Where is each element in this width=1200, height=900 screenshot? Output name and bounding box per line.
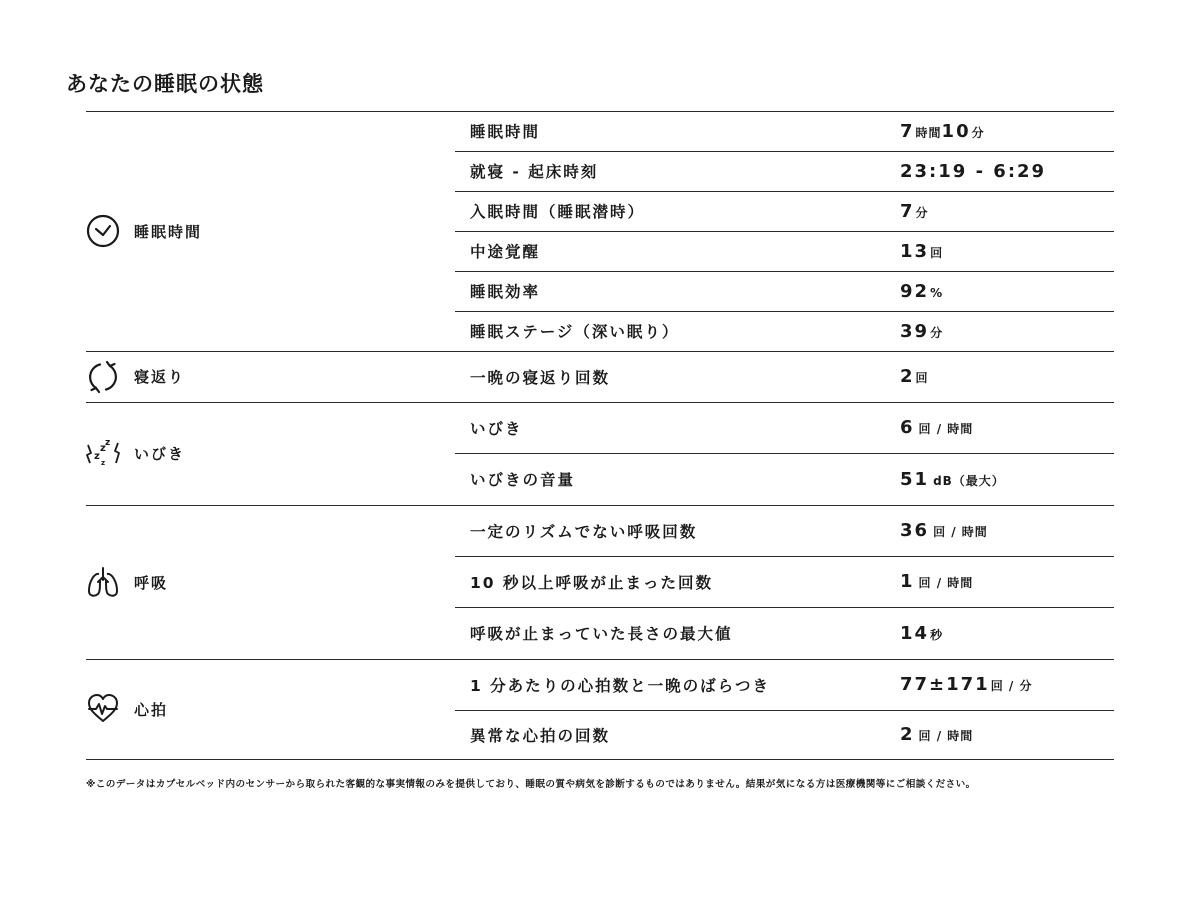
table-row	[455, 271, 1114, 311]
row-label: 1 分あたりの心拍数と一晩のばらつき	[470, 676, 771, 695]
category-sleep-time	[86, 111, 455, 351]
table-row	[455, 659, 1114, 710]
table-row	[455, 351, 1114, 402]
row-value: 23:19 - 6:29	[900, 160, 1047, 182]
table-row	[455, 402, 1114, 453]
category-breathing	[86, 505, 455, 659]
row-value: 36 回 / 時間	[900, 520, 988, 541]
snore-zzz-icon	[86, 437, 120, 471]
table-row	[455, 505, 1114, 556]
table-row	[455, 710, 1114, 759]
table-row	[455, 191, 1114, 231]
row-value: 2 回 / 時間	[900, 724, 974, 745]
svg-text:z: z	[105, 437, 111, 448]
table-row	[455, 111, 1114, 151]
row-label: 中途覚醒	[470, 243, 541, 261]
row-value: 7分	[900, 200, 929, 222]
rotate-arrows-icon	[86, 360, 120, 394]
row-label: 睡眠時間	[470, 123, 541, 141]
divider	[86, 759, 1114, 760]
clock-icon	[86, 214, 120, 248]
page-title: あなたの睡眠の状態	[66, 72, 264, 96]
table-row	[455, 311, 1114, 351]
row-value: 13回	[900, 240, 944, 262]
row-value: 6 回 / 時間	[900, 417, 974, 438]
category-turning-over	[86, 351, 455, 402]
row-value: 2回	[900, 366, 929, 387]
row-label: 一晩の寝返り回数	[470, 368, 611, 387]
svg-text:z: z	[94, 450, 100, 462]
table-row	[455, 556, 1114, 607]
row-label: 一定のリズムでない呼吸回数	[470, 522, 698, 541]
category-snoring	[86, 402, 455, 505]
row-value: 7時間10分	[900, 120, 985, 142]
row-label: いびきの音量	[470, 471, 576, 489]
row-label: 睡眠効率	[470, 283, 541, 301]
table-row	[455, 453, 1114, 505]
svg-text:z: z	[101, 458, 106, 467]
category-label: 心拍	[134, 700, 169, 719]
row-value: 14秒	[900, 622, 944, 644]
row-label: 異常な心拍の回数	[470, 726, 611, 745]
row-label: 10 秒以上呼吸が止まった回数	[470, 573, 713, 592]
row-label: 睡眠ステージ（深い眠り）	[470, 323, 680, 341]
table-row	[455, 151, 1114, 191]
svg-text:z: z	[100, 442, 106, 454]
lungs-icon	[86, 565, 120, 599]
row-value: 77±171回 / 分	[900, 674, 1033, 695]
category-heart-rate	[86, 659, 455, 759]
category-label: 寝返り	[134, 368, 186, 386]
row-value: 51 dB（最大）	[900, 468, 1005, 490]
table-row	[455, 231, 1114, 271]
table-row	[455, 607, 1114, 659]
row-value: 92%	[900, 280, 944, 302]
disclaimer-note: ※このデータはカプセルベッド内のセンサーから取られた客観的な事実情報のみを提供しており、睡眠の質や病気を診断するものではありません。結果が気になる方は医療機関等にご相談ください。	[86, 779, 976, 790]
row-label: 就寝 - 起床時刻	[470, 163, 599, 181]
category-label: 呼吸	[134, 573, 169, 592]
row-label: いびき	[470, 419, 523, 438]
row-label: 入眠時間（睡眠潜時）	[470, 203, 646, 221]
row-label: 呼吸が止まっていた長さの最大値	[470, 625, 733, 643]
row-value: 39分	[900, 320, 944, 342]
category-label: 睡眠時間	[134, 222, 203, 241]
category-label: いびき	[134, 445, 186, 463]
heart-pulse-icon	[86, 692, 120, 726]
row-value: 1 回 / 時間	[900, 571, 974, 592]
